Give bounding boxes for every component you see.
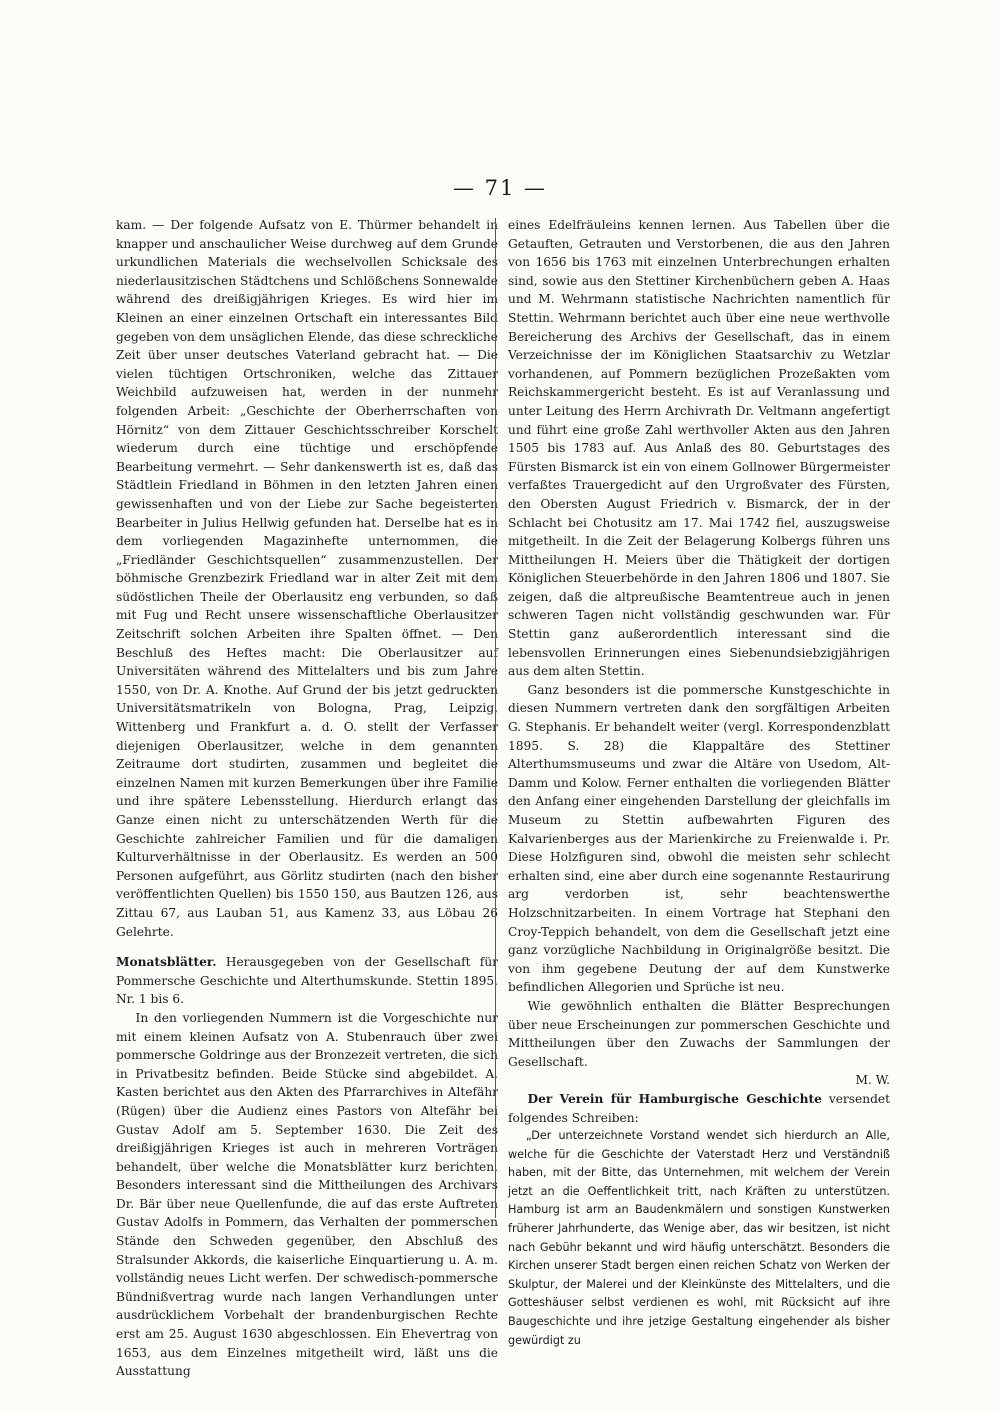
left-paragraph-3: In den vorliegenden Nummern ist die Vorgeschichte nur mit einem kleinen Aufsatz von A. Stubenrauch über zwei pommersche Goldringe aus der Bronzezeit vertreten, die sich in Privatbesitz befinden. Beide Stücke sind abgebildet. A. Kasten berichtet aus den Akten des Pfarrarchives in Altefähr (Rügen) über die Audienz eines Pastors von Altefähr bei Gustav Adolf am 5. September 1630. Die Zeit des dreißigjährigen Krieges ist auch in mehreren Vorträgen behandelt, über welche die Monatsblätter kurz berichten. Besonders interessant sind die Mittheilungen des Archivars Dr. Bär über neue Quellenfunde, die auf das erste Auftreten Gustav Adolfs in Pommern, das Verhalten der pommerschen Stände den Schweden gegenüber, den Abschluß des Stralsunder Akkords, die kaiserliche Einquartierung u. A. m. vollständig neues Licht werfen. Der schwedisch-pommersche Bündnißvertrag wurde nach langen Verhandlungen unter ausdrücklichem Vorbehalt der brandenburgischen Rechte erst am 25. August 1630 abgeschlossen. Ein Ehevertrag von 1653, aus dem Einzelnes mitgetheilt wird, läßt uns die Ausstattung — [116, 1010, 498, 1379]
section-title-monatsblaetter: Monatsblätter. — [116, 955, 217, 970]
right-paragraph-5: „Der unterzeichnete Vorstand wendet sich hierdurch an Alle, welche für die Geschichte der Vaterstadt Herz und Verständniß haben, mit der Bitte, das Unternehmen, mit welchem der Verein jetzt an die Oeffentlichkeit tritt, nach Kräften zu unterstützen. Hamburg ist arm an Baudenkmälern und sonstigen Kunstwerken früherer Jahrhunderte, das Wenige aber, das wir besitzen, ist nicht nach Gebühr bekannt und wird häufig unterschätzt. Besonders die Kirchen unserer Stadt bergen einen reichen Schatz von Werken der Skulptur, der Malerei und der Kleinkünste des Mittelalters, und die Gotteshäuser selbst verdienen es wohl, mit Rücksicht auf ihre Baugeschichte und ihre jetzige Gestaltung eingehender als bisher gewürdigt zu — [508, 1129, 890, 1347]
right-paragraph-2: Ganz besonders ist die pommersche Kunstgeschichte in diesen Nummern vertreten dank den sorgfältigen Arbeiten G. Stephanis. Er behandelt weiter (vergl. Korrespondenzblatt 1895. S. 28) die Klappaltäre des Stettiner Alterthumsmuseums und zwar die Altäre von Usedom, Alt-Damm und Kolow. Ferner enthalten die vorliegenden Blätter den Anfang einer eingehenden Darstellung der gleichfalls im Museum zu Stettin aufbewahrten Figuren des Kalvarienberges aus der Marienkirche zu Freienwalde i. Pr. Diese Holzfiguren sind, obwohl die meisten sehr schlecht erhalten sind, eine aber durch eine sogenannte Restaurirung arg verdorben ist, sehr beachtenswerthe Holzschnitzarbeiten. In einem Vortrage hat Stephani den Croy-Teppich behandelt, von dem die Gesellschaft jetzt eine ganz vorzügliche Nachbildung in Originalgröße besitzt. Die von ihm gegebene Deutung der auf dem Kunstwerke befindlichen Allegorien und Sprüche ist neu. — [508, 682, 890, 995]
signature: M. W. — [855, 1073, 890, 1088]
section-intro: versendet folgendes Schreiben: — [508, 1091, 890, 1125]
page-number: — 71 — — [452, 176, 548, 200]
right-paragraph-1: eines Edelfräuleins kennen lernen. Aus Tabellen über die Getauften, Getrauten und Verstorbenen, die aus den Jahren von 1656 bis 1763 mit einzelnen Unterbrechungen erhalten sind, sowie aus den Stettiner Kirchenbüchern geben A. Haas und M. Wehrmann statistische Nachrichten namentlich für Stettin. Wehrmann berichtet auch über eine neue werthvolle Bereicherung des Archivs der Gesellschaft, das in einem Verzeichnisse der im Königlichen Staatsarchiv zu Wetzlar vorhandenen, auf Pommern bezüglichen Prozeßakten vom Reichskammergericht besteht. Es ist auf Veranlassung und unter Leitung des Herrn Archivrath Dr. Veltmann angefertigt und führt eine große Zahl werthvoller Akten aus den Jahren 1505 bis 1783 auf. Aus Anlaß des 80. Geburtstages des Fürsten Bismarck ist ein von einem Gollnower Bürgermeister verfaßtes Trauergedicht auf den Urgroßvater des Fürsten, den Obersten August Friedrich v. Bismarck, der in der Schlacht bei Chotusitz am 17. Mai 1742 fiel, auszugsweise mitgetheilt. In die Zeit der Belagerung Kolbergs führen uns Mittheilungen H. Meiers über die Thätigkeit der dortigen Königlichen Steuerbehörde in den Jahren 1806 und 1807. Sie zeigen, daß die altpreußische Beamtentreue auch in jenen schweren Tagen nicht vollständig geschwunden war. Für Stettin ganz außerordentlich interessant sind die lebensvollen Erinnerungen eines Siebenundsiebzigjährigen aus dem alten Stettin. — [508, 218, 890, 679]
section-subtitle: Herausgegeben von der Gesellschaft für Pommersche Geschichte und Alterthumskunde. Stettin 1895. Nr. 1 bis 6. — [116, 955, 498, 1007]
section-title-hamburg: Der Verein für Hamburgische Geschichte — [527, 1091, 822, 1106]
right-column — [508, 216, 890, 1350]
left-paragraph-2 — [116, 953, 498, 1009]
right-paragraph-3: Wie gewöhnlich enthalten die Blätter Besprechungen über neue Erscheinungen zur pommerschen Geschichte und Mittheilungen über den Zuwachs der Sammlungen der Gesellschaft. — [508, 998, 890, 1069]
left-column — [116, 216, 498, 1381]
right-paragraph-4 — [508, 1090, 890, 1127]
column-divider — [495, 218, 496, 1218]
left-paragraph-1: kam. — Der folgende Aufsatz von E. Thürmer behandelt in knapper und anschaulicher Weise durchweg auf dem Grunde urkundlichen Materials die wechselvollen Schicksale des niederlausitzischen Städtchens und Schlößchens Sonnewalde während des dreißigjährigen Krieges. Es wird hier im Kleinen an einer einzelnen Ortschaft ein interessantes Bild gegeben von dem unsäglichen Elende, das diese schreckliche Zeit über unser deutsches Vaterland gebracht hat. — Die vielen tüchtigen Ortschroniken, welche das Zittauer Weichbild aufzuweisen hat, werden in der nunmehr folgenden Arbeit: „Geschichte der Oberherrschaften von Hörnitz“ von dem Zittauer Geschichtsschreiber Korschelt wiederum durch eine tüchtige und erschöpfende Bearbeitung vermehrt. — Sehr dankenswerth ist es, daß das Städtlein Friedland in Böhmen in den letzten Jahren einen gewissenhaften und von der Liebe zur Sache begeisterten Bearbeiter in Julius Hellwig gefunden hat. Derselbe hat es in dem vorliegenden Magazinhefte unternommen, die „Friedländer Geschichtsquellen“ zusammenzustellen. Der böhmische Grenzbezirk Friedland war in alter Zeit mit dem südöstlichen Theile der Oberlausitz eng verbunden, so daß mit Fug und Recht unsere wissenschaftliche Oberlausitzer Zeitschrift solchen Arbeiten ihre Spalten öffnet. — Den Beschluß des Heftes macht: Die Oberlausitzer auf Universitäten während des Mittelalters und bis zum Jahre 1550, von Dr. A. Knothe. Auf Grund der bis jetzt gedruckten Universitätsmatrikeln von Bologna, Prag, Leipzig, Wittenberg und Frankfurt a. d. O. stellt der Verfasser diejenigen Oberlausitzer, welche in dem genannten Zeitraume dort studirten, zusammen und begleitet die einzelnen Namen mit kurzen Bemerkungen über ihre Familie und ihre spätere Lebensstellung. Hierdurch erlangt das Ganze einen nicht zu unterschätzenden Werth für die Geschichte zahlreicher Familien und für die damaligen Kulturverhältnisse in der Oberlausitz. Es werden an 500 Personen aufgeführt, aus Görlitz studirten (nach den bisher veröffentlichten Quellen) bis 1550 150, aus Bautzen 126, aus Zittau 67, aus Lauban 51, aus Kamenz 33, aus Löbau 26 Gelehrte. — [116, 218, 498, 939]
